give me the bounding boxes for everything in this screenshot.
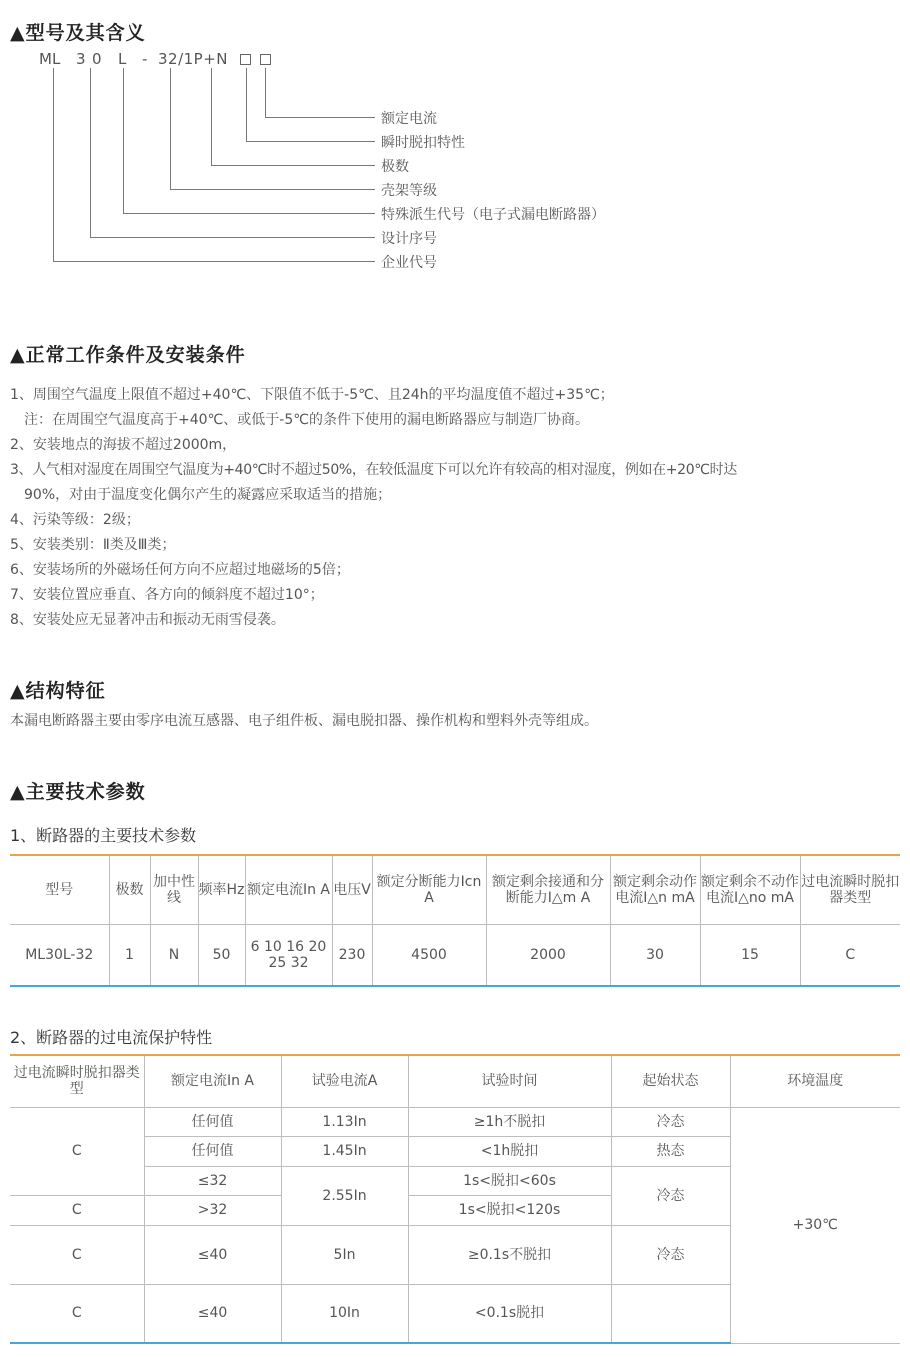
code-dash: - xyxy=(142,50,148,68)
cell-initial-state: 冷态 xyxy=(611,1107,730,1136)
cell-test-current: 1.13In xyxy=(281,1107,408,1136)
cell-rated-current: 任何值 xyxy=(144,1136,281,1166)
th-trip-type: 过电流瞬时脱扣器类型 xyxy=(800,855,900,924)
cell-frequency: 50 xyxy=(198,924,245,986)
cell-test-time: 1s<脱扣<60s xyxy=(408,1166,611,1195)
section-title-model: ▲型号及其含义 xyxy=(10,22,146,44)
tech-params-table xyxy=(10,854,900,987)
cell-breaking-capacity: 4500 xyxy=(372,924,486,986)
cell-rated-current: 6 10 16 20 25 32 xyxy=(245,924,332,986)
th-residual-non-operating: 额定剩余不动作电流I△no mA xyxy=(700,855,800,924)
label-company-code: 企业代号 xyxy=(381,255,437,271)
cell-test-time: 1s<脱扣<120s xyxy=(408,1195,611,1225)
condition-item: 2、安装地点的海拔不超过2000m， xyxy=(10,437,237,453)
cell-test-time: ≥1h不脱扣 xyxy=(408,1107,611,1136)
cell-test-current: 2.55In xyxy=(281,1166,408,1225)
cell-residual-non-operating: 15 xyxy=(700,924,800,986)
cell-trip-type: C xyxy=(10,1195,144,1225)
label-design-no: 设计序号 xyxy=(381,231,437,247)
cell-initial-state: 热态 xyxy=(611,1136,730,1166)
condition-item: 6、安装场所的外磁场任何方向不应超过地磁场的5倍； xyxy=(10,562,350,578)
overcurrent-table xyxy=(10,1054,900,1344)
condition-item: 8、安装处应无显著冲击和振动无雨雪侵袭。 xyxy=(10,612,285,628)
cell-test-current: 5In xyxy=(281,1225,408,1284)
condition-item-cont: 90%，对由于温度变化偶尔产生的凝露应采取适当的措施； xyxy=(10,487,392,503)
cell-rated-current: ≤40 xyxy=(144,1225,281,1284)
cell-rated-current: >32 xyxy=(144,1195,281,1225)
label-rated-current: 额定电流 xyxy=(381,111,437,127)
condition-item: 5、安装类别：Ⅱ类及Ⅲ类； xyxy=(10,537,176,553)
condition-item: 1、周围空气温度上限值不超过+40℃、下限值不低于-5℃、且24h的平均温度值不超过+35℃； xyxy=(10,387,614,403)
table-row xyxy=(10,924,900,986)
section-title-params: ▲主要技术参数 xyxy=(10,781,146,803)
th-rated-current: 额定电流In A xyxy=(245,855,332,924)
cell-neutral: N xyxy=(150,924,198,986)
cell-residual-operating: 30 xyxy=(610,924,700,986)
cell-trip-type: C xyxy=(800,924,900,986)
structure-text: 本漏电断路器主要由零序电流互感器、电子组件板、漏电脱扣器、操作机构和塑料外壳等组成。 xyxy=(10,713,598,729)
cell-test-time: <0.1s脱扣 xyxy=(408,1284,611,1343)
label-derivative: 特殊派生代号（电子式漏电断路器） xyxy=(381,207,605,223)
cell-trip-type: C xyxy=(10,1284,144,1343)
th-trip-type: 过电流瞬时脱扣器类型 xyxy=(10,1055,144,1107)
cell-ambient-temp: +30℃ xyxy=(730,1107,900,1343)
cell-rated-current: ≤32 xyxy=(144,1166,281,1195)
th-voltage: 电压V xyxy=(332,855,372,924)
cell-test-time: ≥0.1s不脱扣 xyxy=(408,1225,611,1284)
table1-header-row xyxy=(10,855,900,924)
code-rating-poles: 32/1P+N xyxy=(158,50,229,68)
th-neutral: 加中性线 xyxy=(150,855,198,924)
cell-residual-making: 2000 xyxy=(486,924,610,986)
cell-rated-current: 任何值 xyxy=(144,1107,281,1136)
cell-trip-type: C xyxy=(10,1107,144,1195)
condition-item: 7、安装位置应垂直、各方向的倾斜度不超过10°； xyxy=(10,587,324,603)
cell-test-current: 10In xyxy=(281,1284,408,1343)
th-residual-making: 额定剩余接通和分断能力I△m A xyxy=(486,855,610,924)
th-rated-current: 额定电流In A xyxy=(144,1055,281,1107)
th-frequency: 频率Hz xyxy=(198,855,245,924)
th-test-current: 试验电流A xyxy=(281,1055,408,1107)
cell-initial-state xyxy=(611,1284,730,1343)
table2-title: 2、断路器的过电流保护特性 xyxy=(10,1028,213,1047)
cell-test-current: 1.45In xyxy=(281,1136,408,1166)
table2-header-row xyxy=(10,1055,900,1107)
condition-item: 4、污染等级：2级； xyxy=(10,512,140,528)
condition-note: 注：在周围空气温度高于+40℃、或低于-5℃的条件下使用的漏电断路器应与制造厂协商。 xyxy=(10,412,589,428)
code-3: 3 xyxy=(76,50,86,68)
th-residual-operating: 额定剩余动作电流I△n mA xyxy=(610,855,700,924)
cell-poles: 1 xyxy=(109,924,150,986)
th-initial-state: 起始状态 xyxy=(611,1055,730,1107)
section-title-conditions: ▲正常工作条件及安装条件 xyxy=(10,344,246,366)
code-l: L xyxy=(118,50,127,68)
cell-initial-state: 冷态 xyxy=(611,1225,730,1284)
cell-voltage: 230 xyxy=(332,924,372,986)
cell-model: ML30L-32 xyxy=(10,924,109,986)
th-model: 型号 xyxy=(10,855,109,924)
th-test-time: 试验时间 xyxy=(408,1055,611,1107)
table1-title: 1、断路器的主要技术参数 xyxy=(10,826,197,845)
th-poles: 极数 xyxy=(109,855,150,924)
th-breaking-capacity: 额定分断能力Icn A xyxy=(372,855,486,924)
label-instant-trip: 瞬时脱扣特性 xyxy=(381,135,465,151)
th-ambient-temp: 环境温度 xyxy=(730,1055,900,1107)
cell-test-time: <1h脱扣 xyxy=(408,1136,611,1166)
code-0: 0 xyxy=(92,50,102,68)
cell-rated-current: ≤40 xyxy=(144,1284,281,1343)
code-ml: ML xyxy=(39,50,61,68)
cell-initial-state: 冷态 xyxy=(611,1166,730,1225)
condition-item: 3、人气相对湿度在周围空气温度为+40℃时不超过50%，在较低温度下可以允许有较高的相对湿度，例如在+20℃时达 xyxy=(10,462,737,478)
section-title-structure: ▲结构特征 xyxy=(10,680,106,702)
table-row xyxy=(10,1107,900,1136)
label-poles: 极数 xyxy=(381,159,409,175)
cell-trip-type: C xyxy=(10,1225,144,1284)
label-frame: 壳架等级 xyxy=(381,183,437,199)
